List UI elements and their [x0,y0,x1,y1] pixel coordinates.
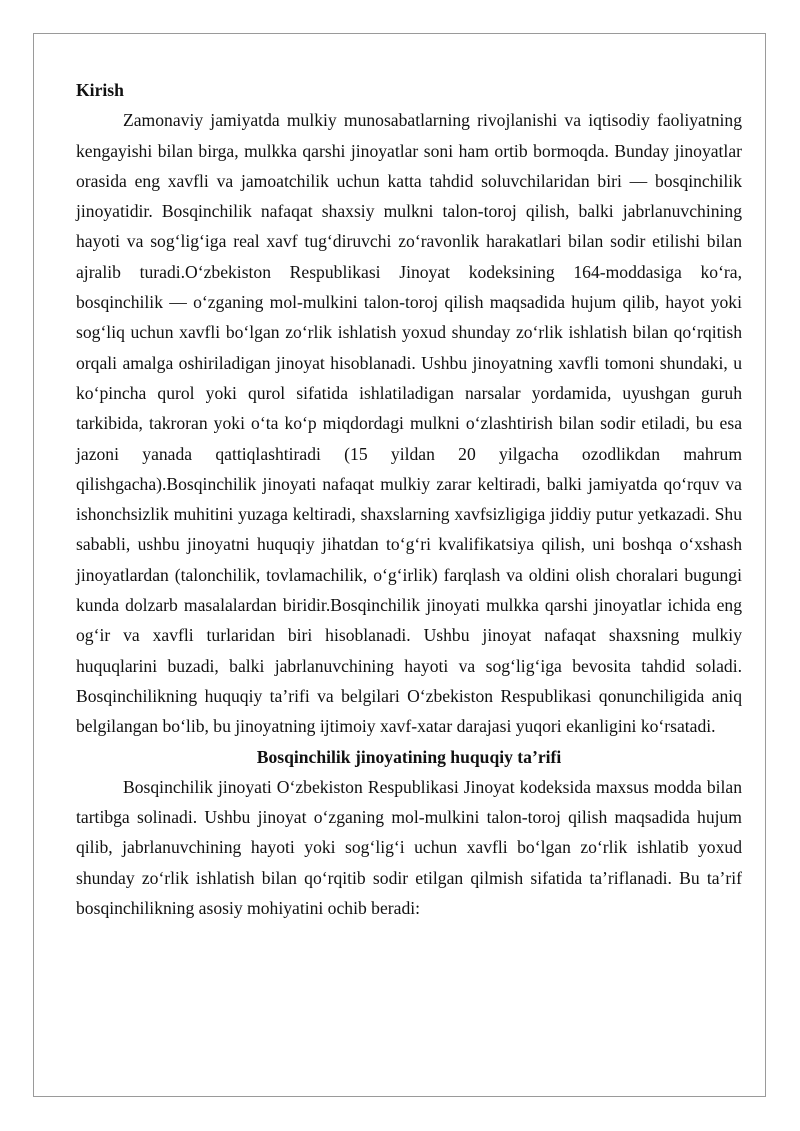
section-heading: Bosqinchilik jinoyatining huquqiy ta’rifi [256,746,562,767]
intro-paragraph: Zamonaviy jamiyatda mulkiy munosabatlarning rivojlanishi va iqtisodiy faoliyatning kengayishi bilan birga, mulkka qarshi jinoyatlar soni ham ortib bormoqda. Bunday jinoyatlar orasida eng xavfli va jamoatchilik uchun katta tahdid soluvchilaridan biri — bosqinchilik jinoyatidir. Bosqinchilik nafaqat shaxsiy mulkni talon-toroj qilish, balki jabrlanuvchining hayoti va sog‘lig‘iga real xavf tug‘diruvchi zo‘ravonlik harakatlari bilan sodir etilishi bilan ajralib turadi.O‘zbekiston Respublikasi Jinoyat kodeksining 164-moddasiga ko‘ra, bosqinchilik — o‘zganing mol-mulkini talon-toroj qilish maqsadida hujum qilib, hayot yoki sog‘liq uchun xavfli bo‘lgan zo‘rlik ishlatish yoxud shunday zo‘rlik ishlatish bilan qo‘rqitish orqali amalga oshiriladigan jinoyat hisoblanadi. Ushbu jinoyatning xavfli tomoni shundaki, u ko‘pincha qurol yoki qurol sifatida ishlatiladigan narsalar yordamida, uyushgan guruh tarkibida, takroran yoki o‘ta ko‘p miqdordagi mulkni o‘zlashtirish bilan sodir etiladi, bu esa jazoni yanada qattiqlashtiradi (15 yildan 20 yilgacha ozodlikdan mahrum qilishgacha).Bosqinchilik jinoyati nafaqat mulkiy zarar keltiradi, balki jamiyatda qo‘rquv va ishonchsizlik muhitini yuzaga keltiradi, shaxslarning xavfsizligiga jiddiy putur yetkazadi. Shu sababli, ushbu jinoyatni huquqiy jihatdan to‘g‘ri kvalifikatsiya qilish, uni boshqa o‘xshash jinoyatlardan (talonchilik, tovlamachilik, o‘g‘irlik) farqlash va oldini olish choralari bugungi kunda dolzarb masalalardan biridir.Bosqinchilik jinoyati mulkka qarshi jinoyatlar ichida eng og‘ir va xavfli turlaridan biri hisoblanadi. Ushbu jinoyat nafaqat shaxsning mulkiy huquqlarini buzadi, balki jabrlanuvchining hayoti va sog‘lig‘iga bevosita tahdid soladi. Bosqinchilikning huquqiy ta’rifi va belgilari O‘zbekiston Respublikasi qonunchiligida aniq belgilangan bo‘lib, bu jinoyatning ijtimoiy xavf-xatar darajasi yuqori ekanligini ko‘rsatadi. [76,110,742,737]
section-paragraph: Bosqinchilik jinoyati O‘zbekiston Respublikasi Jinoyat kodeksida maxsus modda bilan tartibga solinadi. Ushbu jinoyat o‘zganing mol-mulkini talon-toroj qilish maqsadida hujum qilib, jabrlanuvchining hayoti yoki sog‘lig‘i uchun xavfli bo‘lgan zo‘rlik ishlatib yoxud shunday zo‘rlik ishlatish bilan qo‘rqitib sodir etilgan qilmish sifatida ta’riflanadi. Bu ta’rif bosqinchilikning asosiy mohiyatini ochib beradi: [76,776,742,919]
intro-heading: Kirish [76,80,124,100]
document-body [76,75,742,923]
